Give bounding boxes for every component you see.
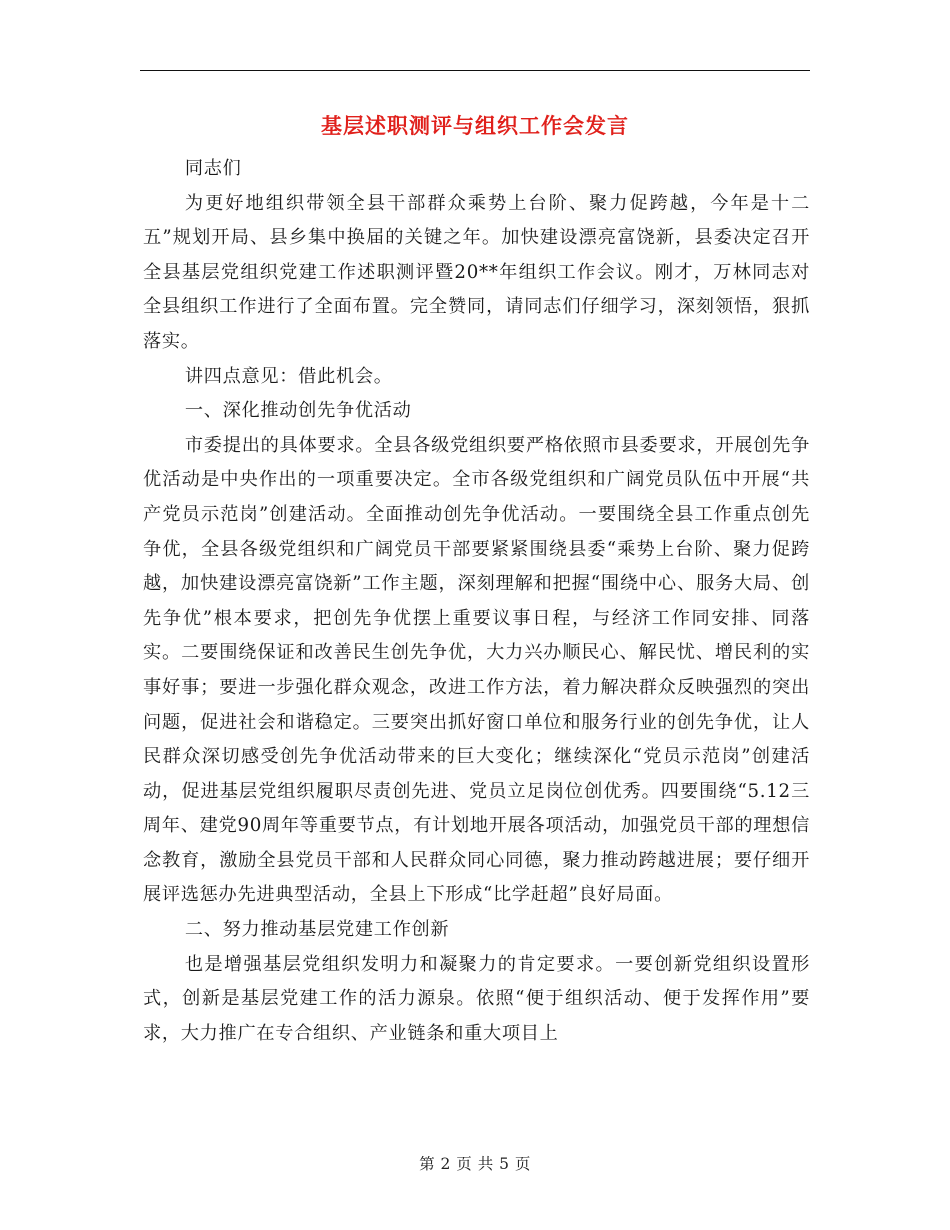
opinions-paragraph: 讲四点意见：借此机会。 (184, 365, 393, 387)
section-heading-2: 二、努力推动基层党建工作创新 (184, 919, 450, 941)
page-footer (0, 1152, 950, 1174)
section-heading-1: 一、深化推动创先争优活动 (184, 400, 412, 422)
document-body (143, 152, 810, 1051)
section-1-paragraph: 市委提出的具体要求。全县各级党组织要严格依照市县委要求，开展创先争优活动是中央作出的一项重要决定。全市各级党组织和广阔党员队伍中开展“共产党员示范岗”创建活动。全面推动创先争优活动。一要围绕全县工作重点创先争优，全县各级党组织和广阔党员干部要紧紧围绕县委“乘势上台阶、聚力促跨越，加快建设漂亮富饶新”工作主题，深刻理解和把握“围绕中心、服务大局、创先争优”根本要求，把创先争优摆上重要议事日程，与经济工作同安排、同落实。二要围绕保证和改善民生创先争优，大力兴办顺民心、解民忧、增民利的实事好事；要进一步强化群众观念，改进工作方法，着力解决群众反映强烈的突出问题，促进社会和谐稳定。三要突出抓好窗口单位和服务行业的创先争优，让人民群众深切感受创先争优活动带来的巨大变化；继续深化“党员示范岗”创建活动，促进基层党组织履职尽责创先进、党员立足岗位创优秀。四要围绕“5.12三周年、建党90周年等重要节点，有计划地开展各项活动，加强党员干部的理想信念教育，激励全县党员干部和人民群众同心同德，聚力推动跨越进展；要仔细开展评选惩办先进典型活动，全县上下形成“比学赶超”良好局面。 (143, 434, 810, 906)
page-number-label: 第 2 页 共 5 页 (419, 1155, 531, 1173)
salutation-paragraph: 同志们 (184, 158, 242, 179)
section-2-paragraph: 也是增强基层党组织发明力和凝聚力的肯定要求。一要创新党组织设置形式，创新是基层党建工作的活力源泉。依照“便于组织活动、便于发挥作用”要求，大力推广在专合组织、产业链条和重大项目上 (143, 953, 810, 1044)
intro-paragraph: 为更好地组织带领全县干部群众乘势上台阶、聚力促跨越，今年是十二五”规划开局、县乡集中换届的关键之年。加快建设漂亮富饶新，县委决定召开全县基层党组织党建工作述职测评暨20**年组织工作会议。刚才，万林同志对全县组织工作进行了全面布置。完全赞同，请同志们仔细学习，深刻领悟，狠抓落实。 (143, 192, 810, 352)
header-rule (140, 70, 810, 71)
document-title: 基层述职测评与组织工作会发言 (321, 114, 629, 138)
